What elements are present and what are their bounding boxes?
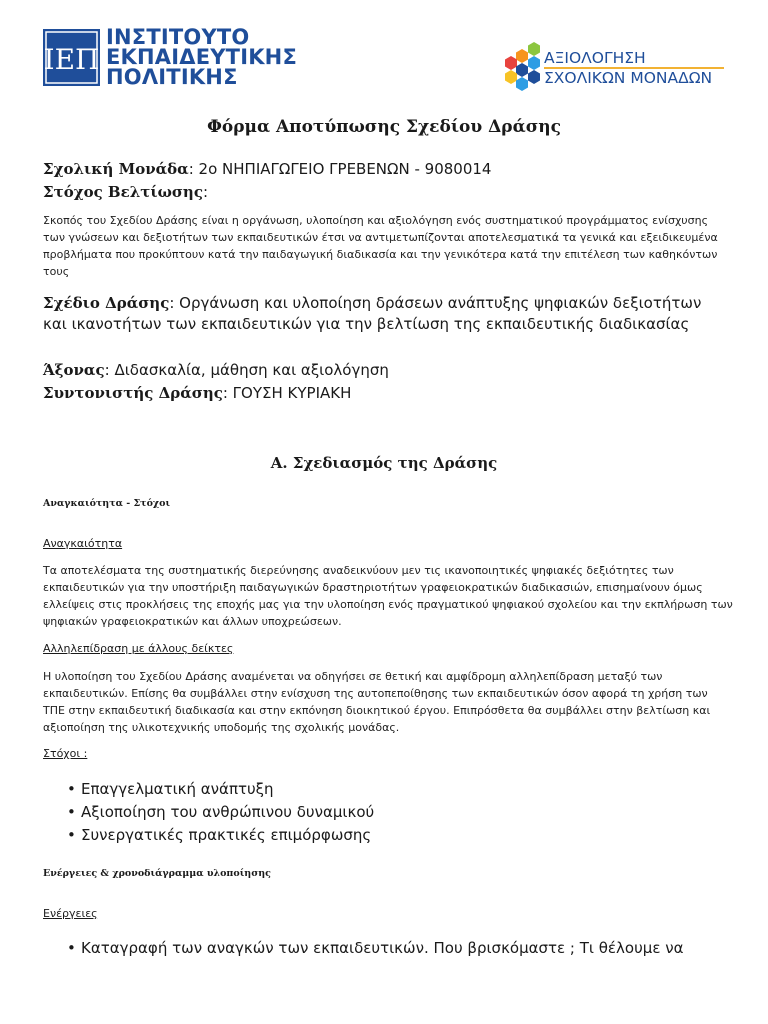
eval-line-2: ΣΧΟΛΙΚΩΝ ΜΟΝΑΔΩΝ [544, 69, 713, 87]
plan-value: : Οργάνωση και υλοποίηση δράσεων ανάπτυξης ψηφιακών δεξιοτήτων και ικανοτήτων των εκπαιδευτικών για την βελτίωση της εκπαιδευτικής διαδικασίας [43, 294, 702, 333]
axis-label: Άξονας [43, 361, 105, 379]
school-value: : 2ο ΝΗΠΙΑΓΩΓΕΙΟ ΓΡΕΒΕΝΩΝ - 9080014 [188, 160, 492, 178]
goal-label: Στόχος Βελτίωσης [43, 183, 203, 201]
eval-logo-text [544, 50, 646, 67]
actions-timeline-heading: Ενέργειες & χρονοδιάγραμμα υλοποίησης [43, 868, 271, 879]
goals-list [67, 778, 717, 847]
necessity-heading: Αναγκαιότητα [43, 537, 123, 550]
goal-row [43, 182, 733, 203]
school-row [43, 159, 733, 180]
actions-list [67, 938, 757, 959]
list-item: • Επαγγελματική ανάπτυξη [67, 778, 717, 801]
goal-colon: : [202, 183, 209, 201]
iep-line-1: ΙΝΣΤΙΤΟΥΤΟ [106, 25, 250, 49]
hexagon-cluster-icon [505, 40, 545, 96]
list-item: • Συνεργατικές πρακτικές επιμόρφωσης [67, 824, 717, 847]
actions-heading: Ενέργειες [43, 907, 98, 920]
goals-heading: Στόχοι : [43, 747, 88, 760]
list-item: • Αξιοποίηση του ανθρώπινου δυναμικού [67, 801, 717, 824]
iep-line-3: ΠΟΛΙΤΙΚΗΣ [106, 65, 238, 89]
interaction-paragraph: Η υλοποίηση του Σχεδίου Δράσης αναμένεται να οδηγήσει σε θετική και αμφίδρομη αλληλεπίδραση μεταξύ των εκπαιδευτικών. Επίσης θα συμβάλλει στην ενίσχυση της αυτοπεποίθησης των εκπαιδευτικών όσον αφορά τη χρήση των ΤΠΕ στην εκπαιδευτική διαδικασία και στην εκπόνηση διοικητικού έργου. Επιπρόσθετα θα συμβάλλει στην βελτίωση και αξιοποίηση της υλικοτεχνικής υποδομής της σχολικής μονάδας. [43, 670, 711, 734]
section-a-heading: Α. Σχεδιασμός της Δράσης [270, 454, 498, 472]
necessity-paragraph: Τα αποτελέσματα της συστηματικής διερεύνησης αναδεικνύουν μεν τις ικανοποιητικές ψηφιακές δεξιότητες των εκπαιδευτικών για την υποστήριξη παιδαγωγικών δραστηριοτήτων γραφειοκρατικών διαδικασιών, επισημαίνουν όμως ελλείψεις στις προκλήσεις της εποχής μας για την υλοποίηση ενός πραγματικού ψηφιακού σχολείου και την εκπλήρωση των ψηφιακών γραφειοκρατικών και άλλων υποχρεώσεων. [43, 564, 733, 628]
purpose-paragraph: Σκοπός του Σχεδίου Δράσης είναι η οργάνωση, υλοποίηση και αξιολόγηση ενός συστηματικού προγράμματος ενίσχυσης των γνώσεων και δεξιοτήτων των εκπαιδευτικών έτσι να αντιμετωπίζονται αποτελεσματικά τα γενικά και εξειδικευμένα προβλήματα που προκύπτουν κατά την παιδαγωγική διαδικασία και την γενικότερα κατά την επιτέλεση των καθηκόντων τους [43, 214, 718, 278]
page-title: Φόρμα Αποτύπωσης Σχεδίου Δράσης [207, 117, 561, 137]
interaction-heading: Αλληλεπίδραση με άλλους δείκτες [43, 642, 234, 655]
coordinator-row [43, 383, 728, 404]
iep-line-2: ΕΚΠΑΙΔΕΥΤΙΚΗΣ [106, 45, 297, 69]
list-item: • Καταγραφή των αναγκών των εκπαιδευτικών. Που βρισκόμαστε ; Τι θέλουμε να [67, 938, 757, 959]
iep-logo-letters: ΙΕΠ [43, 43, 100, 76]
axis-row [43, 360, 728, 381]
eval-line-1: ΑΞΙΟΛΟΓΗΣΗ [544, 49, 646, 67]
iep-logo-mark [43, 29, 100, 86]
school-label: Σχολική Μονάδα [43, 160, 189, 178]
needs-goals-heading: Αναγκαιότητα - Στόχοι [43, 498, 171, 509]
coordinator-value: : ΓΟΥΣΗ ΚΥΡΙΑΚΗ [222, 384, 352, 402]
plan-row [43, 293, 728, 335]
coordinator-label: Συντονιστής Δράσης [43, 384, 223, 402]
axis-value: : Διδασκαλία, μάθηση και αξιολόγηση [104, 361, 389, 379]
iep-logo-icon [43, 29, 100, 86]
iep-logo-text [106, 27, 297, 87]
plan-label: Σχέδιο Δράσης [43, 294, 170, 312]
